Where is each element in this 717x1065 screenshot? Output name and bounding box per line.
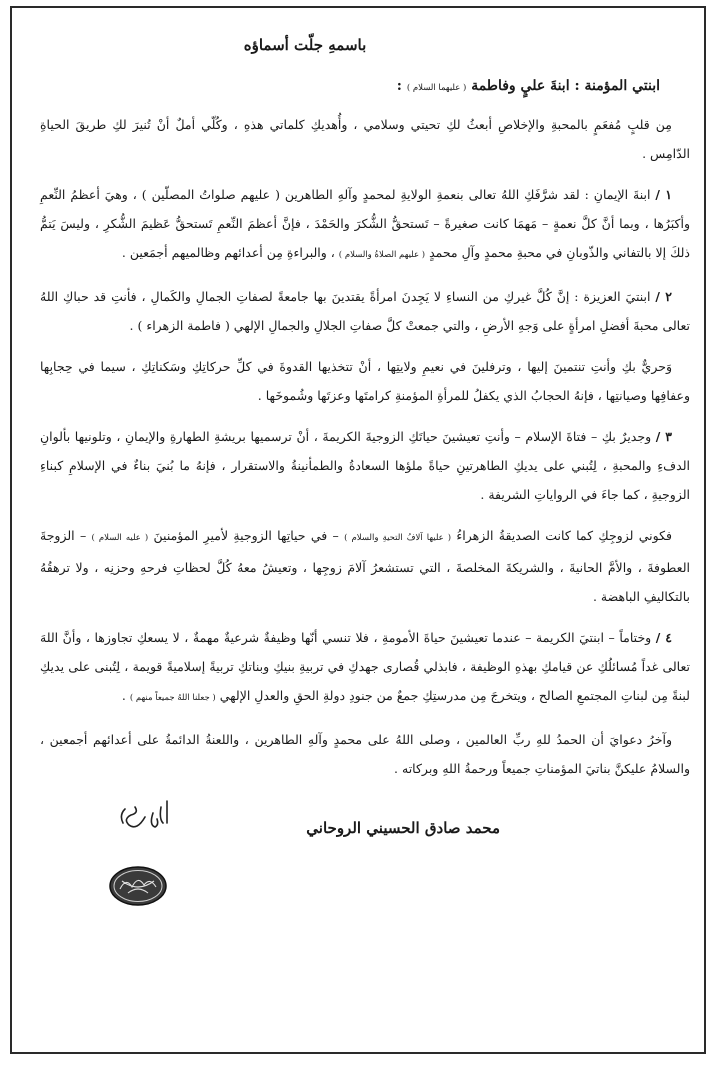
section-number: ٢ / (655, 289, 672, 304)
section-number: ٣ / (655, 429, 672, 444)
section-2 (40, 282, 690, 340)
seal-icon (108, 865, 168, 907)
section-text: وَحريٌّ بكِ وأنتِ تنتمينَ إليها ، وترفلينَ في نعيمِ ولايتِها ، أنْ تتخذيها القدوةَ في كلِّ حركاتِكِ وسَكناتِكِ ، سيما في حِجابِها وعفافِها وصيانتِها ، فإنهُ الحجابُ الذي يكفلُ للمرأةِ المؤمنةِ كرامتَها وعزتَها وشُموخَها . (40, 359, 690, 403)
section-1 (40, 180, 690, 270)
section-3 (40, 422, 690, 509)
section-text: وختاماً – ابنتيَ الكريمة – عندما تعيشينَ حياةَ الأمومةِ ، فلا تنسي أنّها وظيفةٌ شرعيةٌ مهمةٌ ، لا يسعكِ تجاوزها ، وأنَّ اللهَ تعالى غداً مُسائلُكِ عن قيامكِ بهذهِ الوظيفة ، فابذلي قُصارى جهدكِ في تربيةِ بنيكِ وبناتكِ تربيةً إسلاميةً قويمة ، لِتُبنى على يديكِ لبنةً مِن لبناتِ المجتمعِ الصالح ، ويتخرجَ مِن مدرستِكِ جمعٌ من جنودِ دولةِ الحقِ والعدلِ الإلهي (40, 630, 690, 703)
closing-paragraph: وآخرُ دعوايَ أن الحمدُ للهِ ربِّ العالمين ، وصلى اللهُ على محمدٍ وآلهِ الطاهرين ، واللعنةُ الدائمةُ على أعدائهم أجمعين ، والسلامُ عليكنَّ بناتيَ المؤمناتِ جميعاً ورحمةُ اللهِ وبركاته . (40, 732, 690, 776)
honorific: ( جعلنا اللهُ جميعاً منهم ) (129, 693, 216, 703)
section-2-continued (40, 352, 690, 410)
honorific: ( عليها آلافُ التحيةِ والسلام ) (344, 533, 452, 543)
salutation (40, 78, 660, 94)
salutation-honorific: ( عليهما السلام ) (406, 83, 467, 93)
section-text: ابنتيَ العزيزة : إنَّ كُلَّ غيركِ من النساءِ لا يَجِدنَ امرأةً يقتدينَ بها جامعةً لصفاتِ الجمالِ والكَمالِ ، فأنتِ قد حباكِ اللهُ تعالى محبةَ أفضلِ امرأةٍ على وَجهِ الأرضِ ، والتي جمعتْ كلَّ صفاتِ الجلالِ والجمالِ الإلهي ( فاطمة الزهراء ) . (40, 289, 690, 333)
section-number: ١ / (655, 187, 672, 202)
section-tail: ، والبراءةِ مِن أعدائهم وظالميهم أجمَعين . (121, 245, 335, 260)
section-text: وجديرٌ بكِ – فتاةَ الإسلام – وأنتِ تعيشينَ حياتَكِ الزوجيةَ الكريمةَ ، أنْ ترسميها بريشةِ الطهارةِ والإيمانِ ، وتلونيها بألوانِ الدفءِ والمحبةِ ، لِتُبني على يديكِ الطاهرتينِ حياةً ملؤها السعادةُ والطمأنينةُ والاستقرار ، فإنهُ ما بُنيَ بناءٌ في الإسلامِ كبناءِ الزوجيةِ ، كما جاءَ في الرواياتِ الشريفة . (40, 429, 690, 502)
section-tail: . (121, 688, 126, 703)
section-number: ٤ / (655, 630, 672, 645)
signatory-name: محمد صادق الحسيني الروحاني (306, 819, 500, 837)
letter-body (40, 24, 690, 935)
section-text: ابنةَ الإيمانِ : لقد شرَّفَكِ اللهُ تعالى بنعمةِ الولايةِ لمحمدٍ وآلهِ الطاهرين ( عليهم صلواتُ المصلّين ) ، وهيَ أعظمُ النِّعمِ وأكبَرُها ، وبما أنَّ كلَّ نعمةٍ – مَهمَا كانت صغيرةً – تَستحقُّ الشُّكرَ والحَمْدَ ، فإنَّ أعظمَ النِّعمِ تَستحقُّ عَظيمَ الشُّكرِ ، وليسَ يَتمُّ ذلكَ إلا بالتفاني والذّوبانِ في محبةِ محمدٍ وآلِ محمدٍ (40, 187, 690, 260)
section-4 (40, 623, 690, 713)
section-3-continued (40, 521, 690, 611)
honorific: ( عليهم الصلاةُ والسلام ) (338, 250, 426, 260)
honorific: ( عليه السلام ) (91, 533, 149, 543)
salutation-text: ابنتي المؤمنة : ابنةَ عليٍ وفاطمة (471, 78, 660, 94)
salutation-suffix: : (396, 78, 402, 94)
section-tail: – في حياتِها الزوجيةِ لأميرِ المؤمنينَ (153, 528, 339, 543)
intro-paragraph: مِن قلبٍ مُفعَمٍ بالمحبةِ والإخلاصِ أبعثُ لكِ تحيتي وسلامي ، وأُهديكِ كلماتي هذهِ ، وكُلّي أملٌ أنْ تُنيرَ لكِ طريقَ الحياةِ الدّامِس . (40, 117, 690, 161)
signature-block (40, 795, 690, 935)
section-text: فكوني لزوجِكِ كما كانت الصديقةُ الزهراءُ (456, 528, 672, 543)
basmala-heading: باسمهِ جلّت أسماؤه (243, 36, 367, 54)
handwritten-signature-icon (115, 795, 175, 835)
section-tail: – الزوجةَ العطوفةَ ، والأمَّ الحانيةَ ، والشريكةَ المخلصةَ ، التي تستشعرُ آلامَ زوجِها ، وتعيشُ معهُ كُلَّ لحظاتِ فرحهِ وحزنِه ، ولا ترهقُهُ بالتكاليفِ الباهضة . (40, 528, 690, 604)
